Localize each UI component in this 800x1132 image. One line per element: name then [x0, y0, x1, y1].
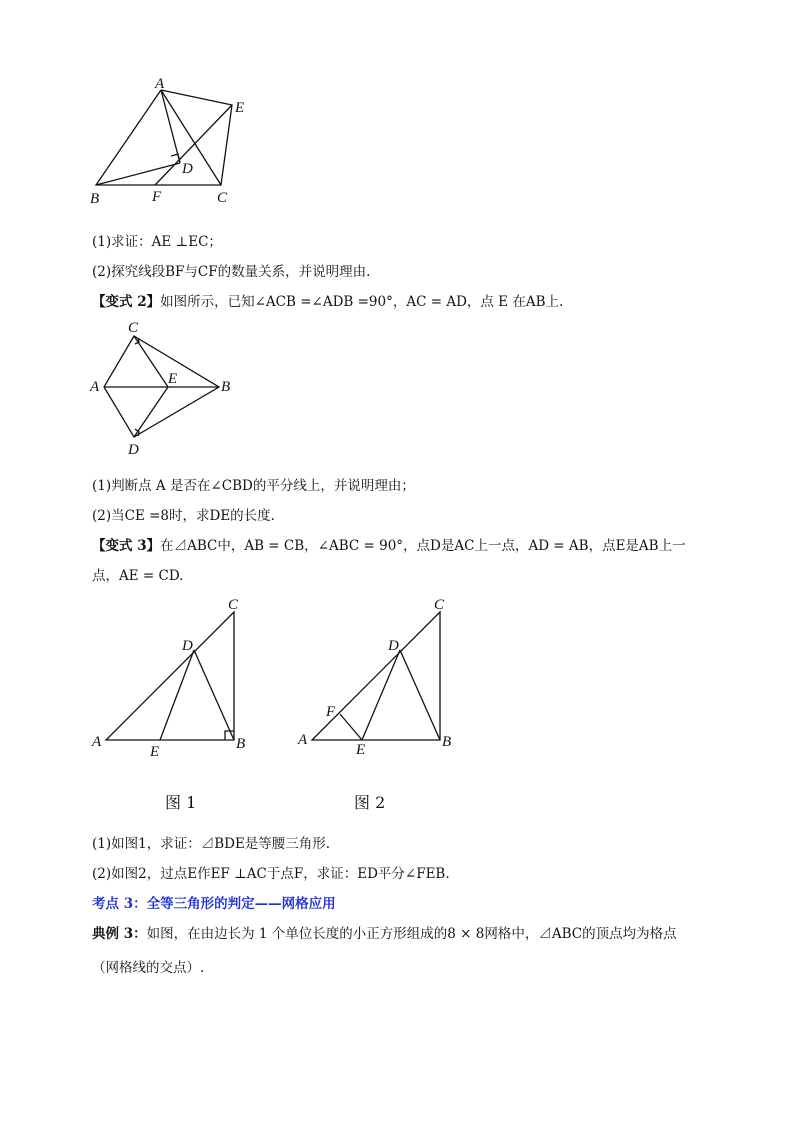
label-a: A — [298, 732, 308, 748]
figure-kite-acbd — [84, 318, 244, 458]
label-a: A — [92, 734, 102, 750]
triangle-abc — [312, 612, 440, 740]
label-e: E — [150, 744, 160, 760]
variant2-text: 如图所示，已知∠ACB =∠ADB =90°，AC = AD，点 E 在AB上. — [160, 294, 564, 310]
segment-d-e — [160, 650, 194, 740]
label-d: D — [182, 161, 193, 177]
segment-f-e — [155, 105, 232, 185]
figure-caption-1: 图 1 — [165, 793, 197, 812]
problem1-q1: (1)求证：AE ⊥EC； — [92, 234, 222, 250]
example3-text: 如图，在由边长为 1 个单位长度的小正方形组成的8 × 8网格中，⊿ABC的顶点均为格点 — [146, 926, 677, 942]
variant2-q1: (1)判断点 A 是否在∠CBD的平分线上，并说明理由； — [92, 478, 415, 494]
variant3-q2: (2)如图2，过点E作EF ⊥AC于点F，求证：ED平分∠FEB. — [92, 866, 450, 882]
variant3-q1: (1)如图1，求证：⊿BDE是等腰三角形. — [92, 836, 331, 852]
label-f: F — [152, 189, 162, 205]
variant3-line1 — [92, 536, 686, 556]
variant3-tag: 【变式 3】 — [92, 538, 161, 554]
variant3-text: 在⊿ABC中，AB = CB，∠ABC = 90°，点D是AC上一点，AD = AB，点E是AB上一 — [160, 538, 686, 554]
label-d: D — [128, 442, 139, 458]
variant2-tag: 【变式 2】 — [92, 294, 161, 310]
figure-variant3-1 — [88, 594, 258, 764]
variant3-line2: 点，AE = CD. — [92, 568, 184, 584]
label-a: A — [155, 76, 165, 92]
segment-d-e — [362, 650, 400, 740]
label-d: D — [388, 638, 399, 654]
segment-d-b — [194, 650, 234, 740]
segment-d-e — [134, 387, 168, 437]
label-f: F — [326, 704, 336, 720]
figure-variant3-2 — [296, 594, 466, 764]
label-c: C — [217, 190, 228, 206]
variant2-statement — [92, 292, 563, 312]
label-b: B — [221, 379, 231, 395]
segment-d-b — [400, 650, 440, 740]
section-heading: 考点 3：全等三角形的判定——网格应用 — [92, 896, 336, 912]
label-c: C — [434, 597, 445, 613]
figure-caption-2: 图 2 — [354, 793, 386, 812]
example3-line1 — [92, 924, 677, 944]
figure-quadrilateral-abce — [84, 72, 264, 212]
example3-tag: 典例 3： — [92, 926, 147, 942]
segment-c-e — [134, 336, 168, 387]
triangle-abc — [106, 612, 234, 740]
segment-e-f — [340, 714, 362, 740]
segment-a-d — [161, 90, 180, 163]
variant2-q2: (2)当CE =8时，求DE的长度. — [92, 508, 275, 524]
label-d: D — [182, 638, 193, 654]
label-a: A — [90, 379, 100, 395]
example3-line2: （网格线的交点）. — [92, 960, 205, 976]
label-e: E — [235, 100, 245, 116]
label-b: B — [236, 736, 246, 752]
label-c: C — [128, 320, 139, 336]
label-c: C — [228, 597, 239, 613]
label-e: E — [356, 742, 366, 758]
label-b: B — [442, 734, 452, 750]
label-b: B — [90, 191, 100, 207]
label-e: E — [168, 371, 178, 387]
problem1-q2: (2)探究线段BF与CF的数量关系，并说明理由. — [92, 264, 371, 280]
